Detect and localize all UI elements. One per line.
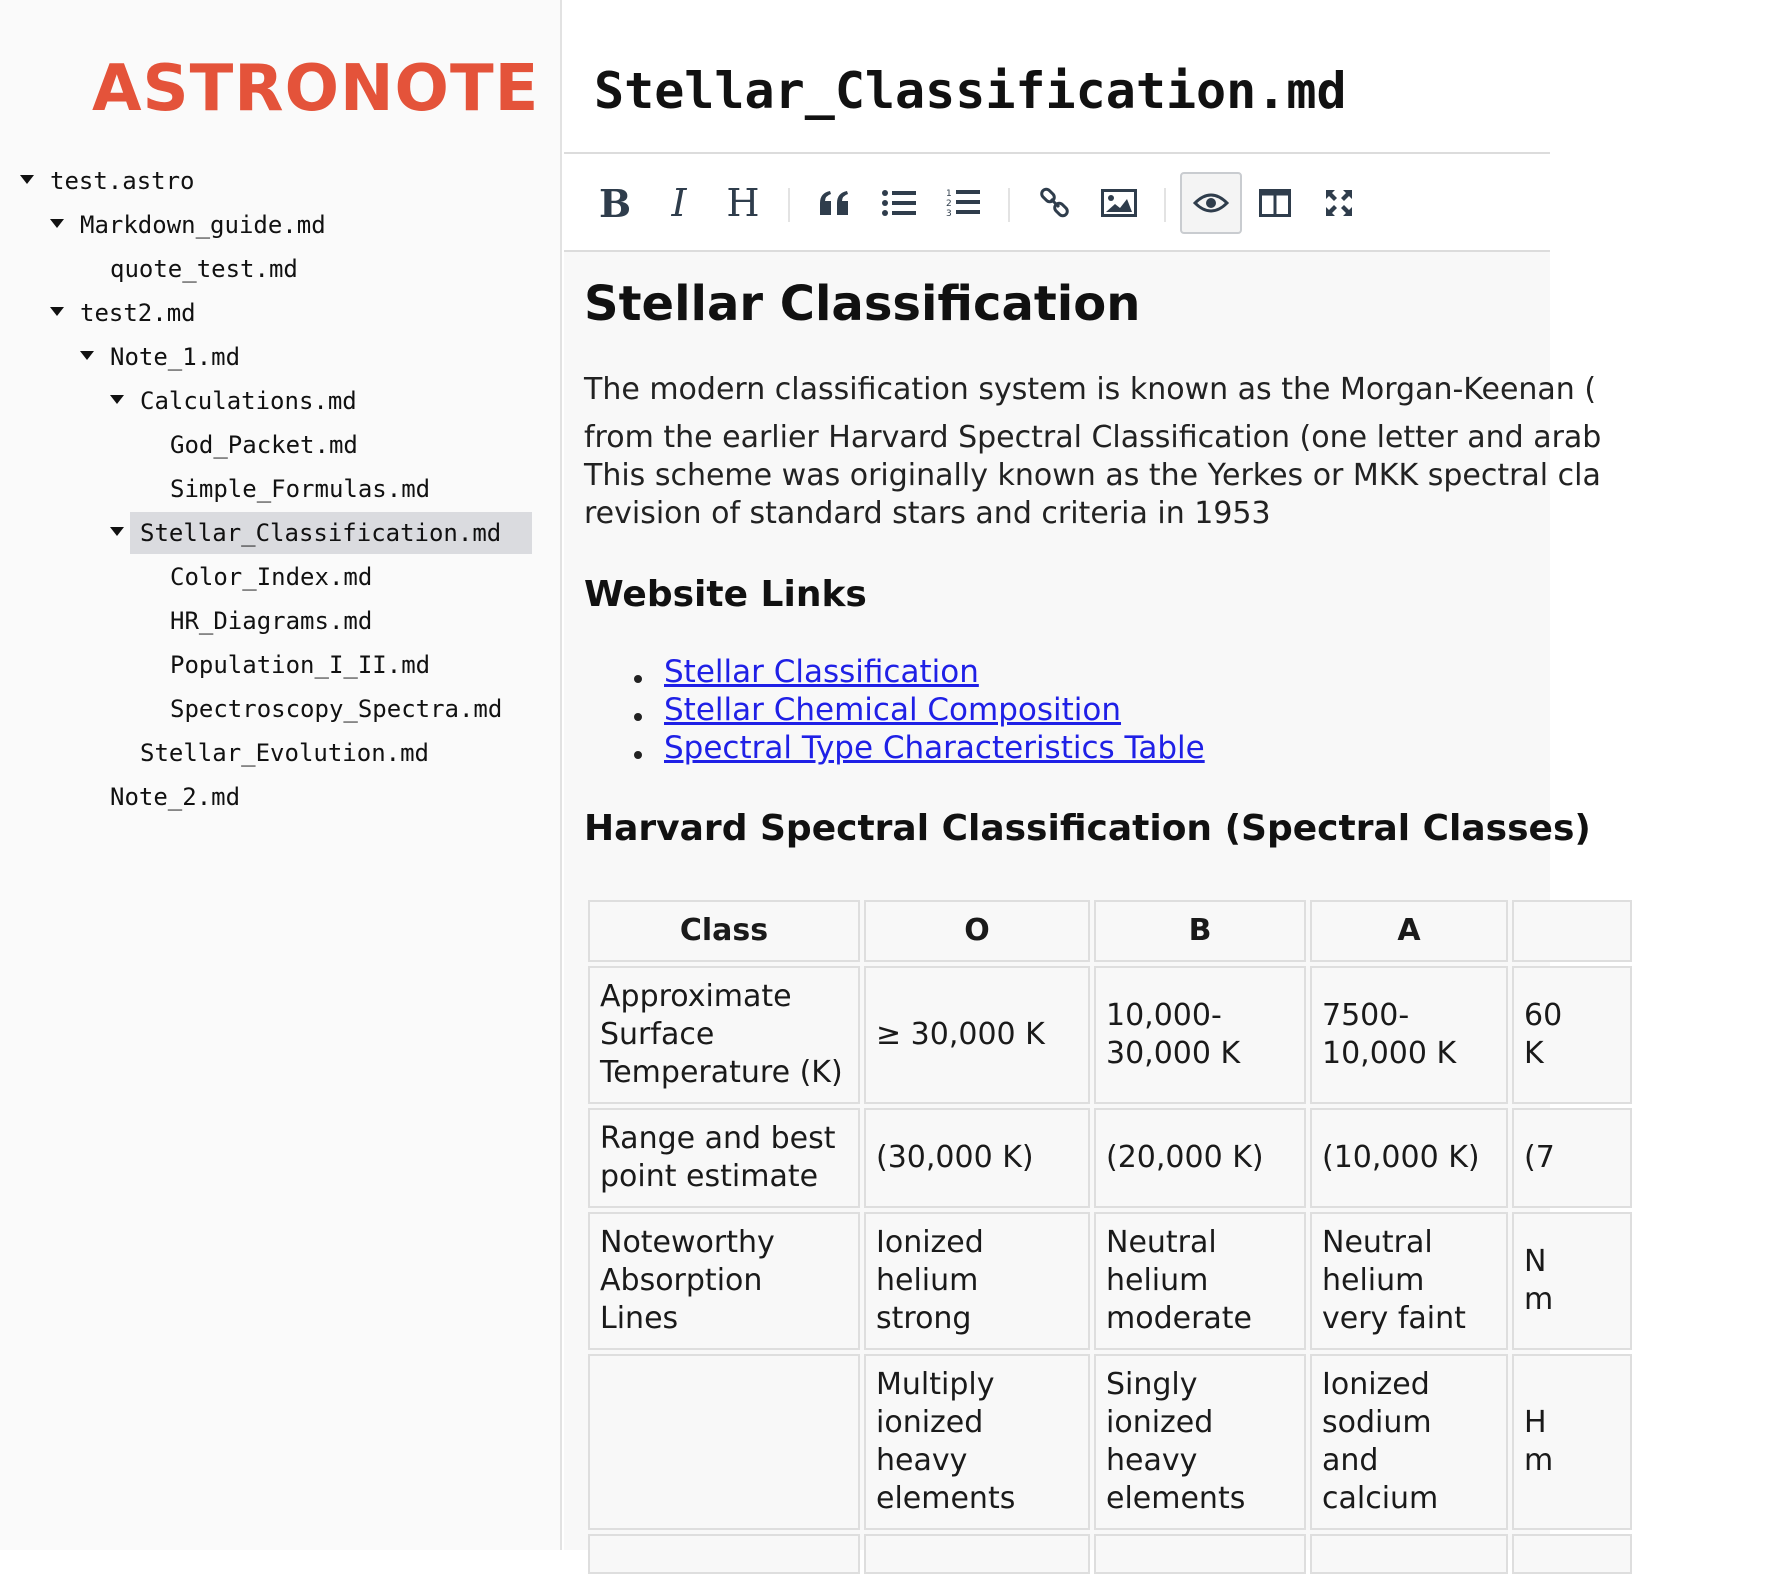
file-title[interactable]: Stellar_Classification.md — [594, 62, 1347, 120]
table-cell — [1512, 1534, 1632, 1574]
italic-button[interactable] — [648, 172, 710, 234]
caret-down-icon[interactable] — [80, 351, 94, 360]
tree-item-spectroscopy[interactable] — [170, 688, 540, 730]
table-cell: Ionized helium strong — [864, 1212, 1090, 1350]
tree-item-label: HR_Diagrams.md — [170, 607, 373, 635]
table-cell: Ionized sodium and calcium — [1310, 1354, 1508, 1530]
table-cell: Singly ionized heavy elements — [1094, 1354, 1306, 1530]
side-by-side-button[interactable] — [1244, 172, 1306, 234]
table-cell: 10,000-30,000 K — [1094, 966, 1306, 1104]
tree-item-calculations[interactable] — [110, 380, 540, 422]
tree-item-label: test2.md — [80, 299, 196, 327]
tree-item-test-astro[interactable] — [20, 160, 540, 202]
paragraph-line: The modern classification system is known as the Morgan-Keenan ( — [584, 372, 1597, 407]
links-heading: Website Links — [584, 574, 867, 615]
editor-toolbar — [564, 154, 1550, 252]
table-cell — [864, 1534, 1090, 1574]
bullet — [634, 675, 642, 683]
table-cell: Approximate Surface Temperature (K) — [588, 966, 860, 1104]
table-cell: N m — [1512, 1212, 1632, 1350]
tree-item-label: Population_I_II.md — [170, 651, 431, 679]
ordered-list-button[interactable] — [932, 172, 994, 234]
table-cell: (20,000 K) — [1094, 1108, 1306, 1208]
link-icon — [1039, 187, 1071, 219]
editor-pane — [564, 0, 1602, 1550]
document-title: Stellar Classification — [584, 276, 1141, 332]
preview-eye-icon — [1193, 191, 1229, 215]
table-cell: Neutral helium moderate — [1094, 1212, 1306, 1350]
image-icon — [1101, 189, 1137, 217]
table-cell: Multiply ionized heavy elements — [864, 1354, 1090, 1530]
tree-item-label: God_Packet.md — [170, 431, 358, 459]
toolbar-separator — [788, 188, 790, 222]
bullet — [634, 751, 642, 759]
table-cell: (10,000 K) — [1310, 1108, 1508, 1208]
table-header-cell: Class — [588, 900, 860, 962]
file-header — [564, 0, 1550, 154]
unordered-list-icon — [882, 189, 916, 217]
tree-item-test2[interactable] — [50, 292, 540, 334]
sidebar — [0, 0, 562, 1550]
tree-item-label: quote_test.md — [110, 255, 298, 283]
tree-item-markdown-guide[interactable] — [50, 204, 540, 246]
caret-down-icon[interactable] — [50, 307, 64, 316]
link-button[interactable] — [1024, 172, 1086, 234]
table-heading: Harvard Spectral Classification (Spectral Classes) — [584, 808, 1591, 849]
paragraph-line: from the earlier Harvard Spectral Classification (one letter and arab — [584, 420, 1602, 455]
svg-text:1: 1 — [946, 189, 952, 199]
table-cell: 7500-10,000 K — [1310, 966, 1508, 1104]
table-header-cell — [1512, 900, 1632, 962]
caret-down-icon[interactable] — [110, 395, 124, 404]
preview-button[interactable] — [1180, 172, 1242, 234]
paragraph-line: This scheme was originally known as the Yerkes or MKK spectral cla — [584, 458, 1601, 493]
tree-item-note-1[interactable] — [80, 336, 540, 378]
toolbar-separator — [1008, 188, 1010, 222]
image-button[interactable] — [1088, 172, 1150, 234]
table-cell: ≥ 30,000 K — [864, 966, 1090, 1104]
table-header-cell: B — [1094, 900, 1306, 962]
table-cell: Neutral helium very faint — [1310, 1212, 1508, 1350]
fullscreen-button[interactable] — [1308, 172, 1370, 234]
tree-item-label: Stellar_Classification.md — [140, 519, 502, 547]
quote-button[interactable] — [804, 172, 866, 234]
tree-item-label: Simple_Formulas.md — [170, 475, 431, 503]
table-cell — [1310, 1534, 1508, 1574]
svg-text:2: 2 — [946, 199, 952, 209]
bold-button[interactable] — [584, 172, 646, 234]
tree-item-note-2[interactable] — [110, 776, 540, 818]
link-spectral-type-table[interactable]: Spectral Type Characteristics Table — [664, 730, 1205, 766]
fullscreen-icon — [1324, 188, 1354, 218]
tree-item-color-index[interactable] — [170, 556, 540, 598]
table-cell: (30,000 K) — [864, 1108, 1090, 1208]
bold-icon: B — [598, 180, 632, 226]
tree-item-label: Markdown_guide.md — [80, 211, 326, 239]
tree-item-quote-test[interactable] — [110, 248, 540, 290]
table-cell: 60 K — [1512, 966, 1632, 1104]
tree-item-label: Calculations.md — [140, 387, 357, 415]
tree-item-label: Stellar_Evolution.md — [140, 739, 429, 767]
tree-item-hr-diagrams[interactable] — [170, 600, 540, 642]
table-cell: (7 — [1512, 1108, 1632, 1208]
side-by-side-icon — [1259, 189, 1291, 217]
table-cell — [588, 1534, 860, 1574]
tree-item-stellar-evolution[interactable] — [140, 732, 540, 774]
tree-item-label: Spectroscopy_Spectra.md — [170, 695, 503, 723]
tree-item-god-packet[interactable] — [170, 424, 540, 466]
tree-item-population[interactable] — [170, 644, 540, 686]
heading-icon: H — [726, 181, 760, 225]
table-header-cell: O — [864, 900, 1090, 962]
table-cell: Noteworthy Absorption Lines — [588, 1212, 860, 1350]
tree-item-label: Note_2.md — [110, 783, 241, 811]
tree-item-stellar-classification[interactable] — [110, 512, 540, 554]
app-logo: ASTRONOTE — [92, 52, 540, 126]
caret-down-icon[interactable] — [110, 527, 124, 536]
table-cell: H m — [1512, 1354, 1632, 1530]
toolbar-separator — [1164, 188, 1166, 222]
table-header-cell: A — [1310, 900, 1508, 962]
italic-icon: I — [671, 181, 687, 225]
bullet — [634, 713, 642, 721]
caret-down-icon[interactable] — [20, 175, 34, 184]
svg-text:3: 3 — [946, 209, 952, 219]
tree-item-simple-formulas[interactable] — [170, 468, 540, 510]
tree-item-label: Color_Index.md — [170, 563, 373, 591]
heading-button[interactable] — [712, 172, 774, 234]
table-cell: Range and best point estimate — [588, 1108, 860, 1208]
table-cell — [1094, 1534, 1306, 1574]
unordered-list-button[interactable] — [868, 172, 930, 234]
caret-down-icon[interactable] — [50, 219, 64, 228]
tree-item-label: Note_1.md — [110, 343, 241, 371]
paragraph-line: revision of standard stars and criteria in 1953 — [584, 496, 1271, 531]
tree-item-label: test.astro — [50, 167, 195, 195]
link-stellar-classification[interactable]: Stellar Classification — [664, 654, 979, 690]
quote-icon — [818, 189, 852, 217]
table-cell — [588, 1354, 860, 1530]
link-stellar-chemical-composition[interactable]: Stellar Chemical Composition — [664, 692, 1122, 728]
ordered-list-icon — [946, 187, 980, 219]
